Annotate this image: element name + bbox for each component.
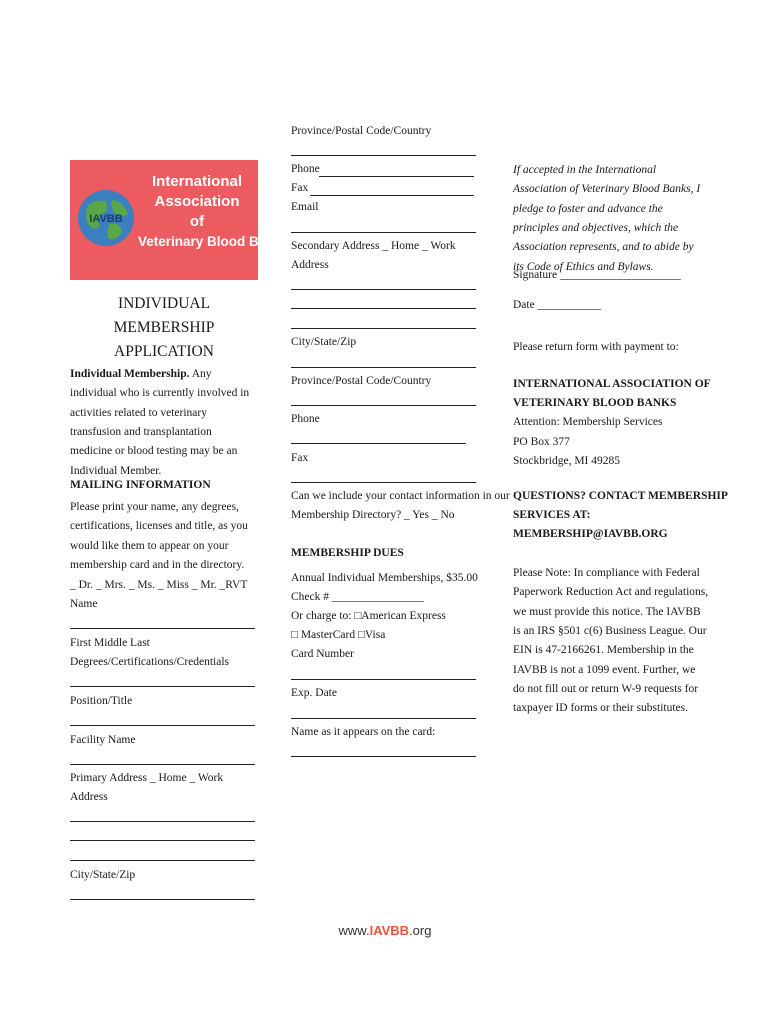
annual-dues-text: Annual Individual Memberships, $35.00 [291,572,478,584]
name-on-card-field[interactable] [291,756,476,757]
city-state-zip-field[interactable] [70,899,255,900]
secondary-address-field-2[interactable] [291,308,476,309]
website-suffix: .org [409,923,432,938]
directory-question-line-2[interactable]: Membership Directory? _ Yes _ No [291,509,455,521]
attention-line: Attention: Membership Services [513,416,663,428]
org-name-line-2: VETERINARY BLOOD BANKS [513,397,677,409]
address-field-2[interactable] [70,840,255,841]
name-field[interactable] [70,628,255,629]
fax-label: Fax [291,182,309,194]
card-number-label: Card Number [291,648,354,660]
email-label: Email [291,201,319,213]
province-top-label: Province/Postal Code/Country [291,125,432,137]
phone-label: Phone [291,163,320,175]
secondary-address-field-3[interactable] [291,328,476,329]
mailing-instructions: Please print your name, any degrees, certifications, licenses and title, as you would like them to appear on your membership card and in the directory. [70,501,248,571]
email-field[interactable] [291,232,476,233]
primary-address-label: Primary Address _ Home _ Work [70,772,224,784]
secondary-province-field[interactable] [291,405,476,406]
intro-bold: Individual Membership. [70,368,190,380]
address-field-1[interactable] [70,821,255,822]
address-field-3[interactable] [70,860,255,861]
city-state-zip-label: City/State/Zip [70,869,136,881]
website-brand: IAVBB [369,923,410,938]
salutation-options[interactable]: _ Dr. _ Mrs. _ Ms. _ Miss _ Mr. _RVT [70,579,248,591]
mailing-heading: MAILING INFORMATION [70,479,211,491]
position-field[interactable] [70,725,255,726]
charge-options-line-1[interactable]: Or charge to: □American Express [291,610,446,622]
return-instructions: Please return form with payment to: [513,341,679,353]
facility-field[interactable] [70,764,255,765]
exp-date-field[interactable] [291,718,476,719]
secondary-address-field-1[interactable] [291,289,476,290]
phone-field[interactable] [319,176,474,177]
website-prefix: www. [338,923,370,938]
dues-heading: MEMBERSHIP DUES [291,547,404,559]
title-line-2: APPLICATION [114,343,214,360]
signature-field[interactable]: Signature _____________________ [513,269,681,281]
secondary-city-field[interactable] [291,367,476,368]
globe-icon [76,188,136,248]
questions-line-2: SERVICES AT: [513,509,591,521]
logo-line-1: International [151,173,242,190]
secondary-province-label: Province/Postal Code/Country [291,375,432,387]
secondary-city-label: City/State/Zip [291,336,357,348]
card-number-field[interactable] [291,679,476,680]
globe-label: IAVBB [89,213,123,225]
pledge-text: If accepted in the International Association of Veterinary Blood Banks, I pledge to foster and advance the principles and objectives, which the Association represents, and to abide by its Code of Ethics and Bylaws. [513,164,701,273]
charge-options-line-2[interactable]: □ MasterCard □Visa [291,629,386,641]
fax-field[interactable] [310,195,474,196]
questions-line-1: QUESTIONS? CONTACT MEMBERSHIP [513,490,728,502]
intro-text: Any individual who is currently involved in activities related to veterinary transfusion and transplantation medicine or blood testing may be an Individual Member. [70,368,250,477]
city-line: Stockbridge, MI 49285 [513,455,621,467]
date-field[interactable]: Date ___________ [513,299,601,311]
org-name-line-1: INTERNATIONAL ASSOCIATION OF [513,378,711,390]
secondary-address-sub-label: Address [291,259,329,271]
name-label: Name [70,598,98,610]
name-on-card-label: Name as it appears on the card: [291,726,436,738]
address-label: Address [70,791,108,803]
logo-text [138,172,290,252]
individual-membership-intro [70,365,256,481]
degrees-field[interactable] [70,686,255,687]
position-label: Position/Title [70,695,133,707]
logo-line-3: of [189,213,205,230]
facility-label: Facility Name [70,734,136,746]
check-number-field[interactable]: Check # ________________ [291,591,424,603]
secondary-fax-field[interactable] [291,482,476,483]
directory-question-line-1: Can we include your contact information in our [291,490,510,502]
secondary-fax-label: Fax [291,452,309,464]
logo-line-2: Association [154,193,240,210]
title-line-1: INDIVIDUAL MEMBERSHIP [113,295,215,336]
province-top-field[interactable] [291,155,476,156]
secondary-phone-label: Phone [291,413,320,425]
website-footer[interactable] [0,923,770,938]
secondary-address-label: Secondary Address _ Home _ Work [291,240,456,252]
logo-line-4: Veterinary Blood Banks [138,234,290,249]
paperwork-notice: Please Note: In compliance with Federal Paperwork Reduction Act and regulations, we must provide this notice. The IAVBB is an IRS §501 c(6) Business League. Our EIN is 47-2166261. Membership in the IAVBB is not a 1099 event. Further, we do not fill out or return W-9 requests for taxpayer ID forms or their substitutes. [513,567,709,715]
po-box-line: PO Box 377 [513,436,570,448]
secondary-phone-field[interactable] [291,443,466,444]
degrees-label: Degrees/Certifications/Credentials [70,656,230,668]
name-parts-label: First Middle Last [70,637,150,649]
membership-email[interactable]: MEMBERSHIP@IAVBB.ORG [513,528,668,540]
application-title [70,292,258,364]
exp-date-label: Exp. Date [291,687,337,699]
iavbb-logo [70,160,290,280]
